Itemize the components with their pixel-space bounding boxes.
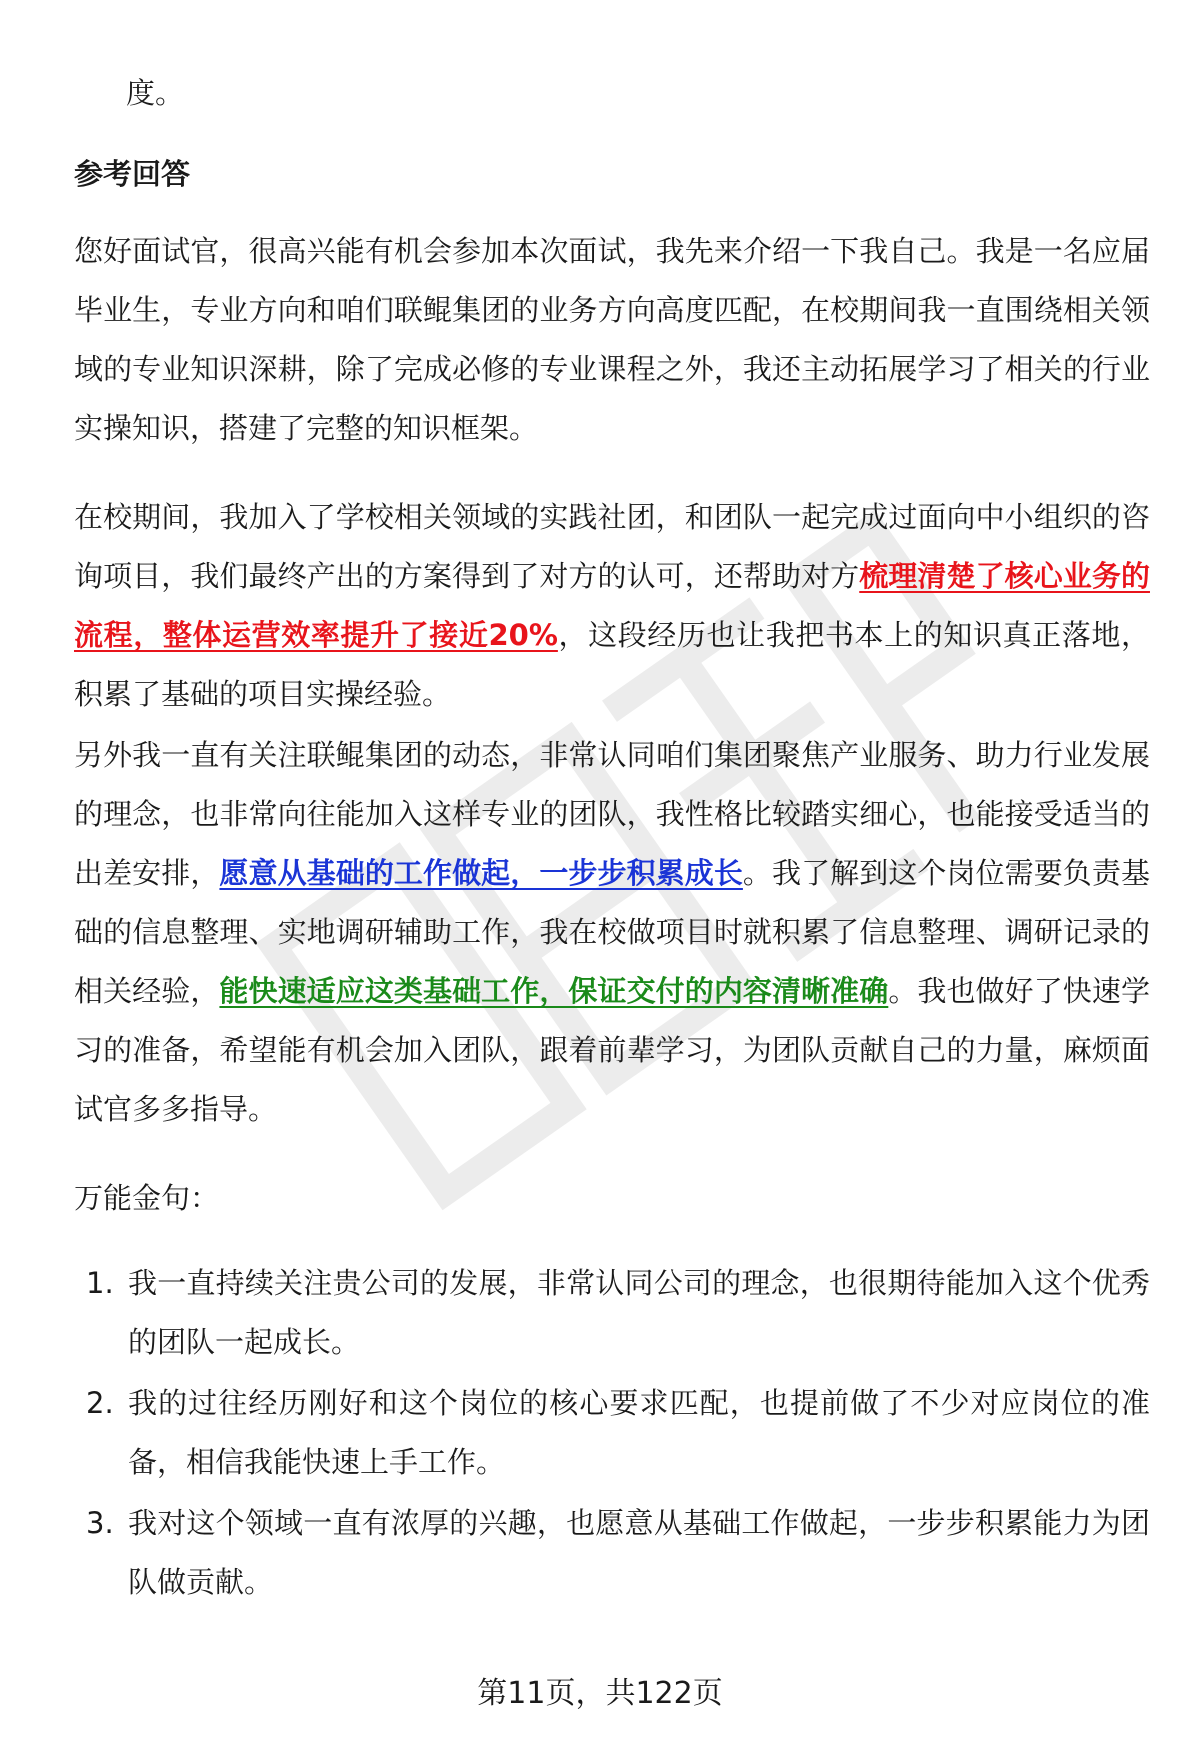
answer-paragraph-2 xyxy=(74,488,1150,724)
answer-paragraph-3 xyxy=(74,726,1150,1139)
paragraph-3-part-3: 。我也做好了快速学习的准备，希望能有机会加入团队，跟着前辈学习，为团队贡献自己的力量，麻烦面试官多多指导。 xyxy=(74,974,1150,1126)
list-item-number: 3. xyxy=(86,1506,114,1540)
list-item-text: 我的过往经历刚好和这个岗位的核心要求匹配，也提前做了不少对应岗位的准备，相信我能快速上手工作。 xyxy=(128,1386,1150,1479)
paragraph-3-part-2: 。我了解到这个岗位需要负责基础的信息整理、实地调研辅助工作，我在校做项目时就积累了信息整理、调研记录的相关经验， xyxy=(74,856,1150,1008)
highlight-blue: 愿意从基础的工作做起，一步步积累成长 xyxy=(219,856,743,890)
list-item-number: 2. xyxy=(86,1386,114,1420)
list-item xyxy=(74,1374,1150,1492)
paragraph-2-text-after: ，这段经历也让我把书本上的知识真正落地，积累了基础的项目实操经验。 xyxy=(74,618,1150,711)
list-item-text: 我对这个领域一直有浓厚的兴趣，也愿意从基础工作做起，一步步积累能力为团队做贡献。 xyxy=(128,1506,1150,1599)
page-footer: 第11页，共122页 xyxy=(477,1676,723,1711)
list-item xyxy=(74,1494,1150,1612)
section-heading: 参考回答 xyxy=(74,157,191,191)
paragraph-2-text-before: 在校期间，我加入了学校相关领域的实践社团，和团队一起完成过面向中小组织的咨询项目，我们最终产出的方案得到了对方的认可，还帮助对方 xyxy=(74,500,1150,593)
intro-tail: 度。 xyxy=(126,76,185,110)
list-item-text: 我一直持续关注贵公司的发展，非常认同公司的理念，也很期待能加入这个优秀的团队一起成长。 xyxy=(128,1266,1150,1359)
main-content xyxy=(74,64,1150,1614)
highlight-red: 梳理清楚了核心业务的流程，整体运营效率提升了接近20% xyxy=(74,559,1150,652)
highlight-green: 能快速适应这类基础工作，保证交付的内容清晰准确 xyxy=(219,974,889,1008)
paragraph-3-part-1: 另外我一直有关注联鲲集团的动态，非常认同咱们集团聚焦产业服务、助力行业发展的理念，也非常向往能加入这样专业的团队，我性格比较踏实细心，也能接受适当的出差安排， xyxy=(74,738,1150,890)
list-item-number: 1. xyxy=(86,1266,114,1300)
golden-sentences-list xyxy=(74,1254,1150,1612)
golden-sentences-title: 万能金句： xyxy=(74,1181,220,1215)
list-item xyxy=(74,1254,1150,1372)
answer-paragraph-1: 您好面试官，很高兴能有机会参加本次面试，我先来介绍一下我自己。我是一名应届毕业生，专业方向和咱们联鲲集团的业务方向高度匹配，在校期间我一直围绕相关领域的专业知识深耕，除了完成必修的专业课程之外，我还主动拓展学习了相关的行业实操知识，搭建了完整的知识框架。 xyxy=(74,234,1150,445)
